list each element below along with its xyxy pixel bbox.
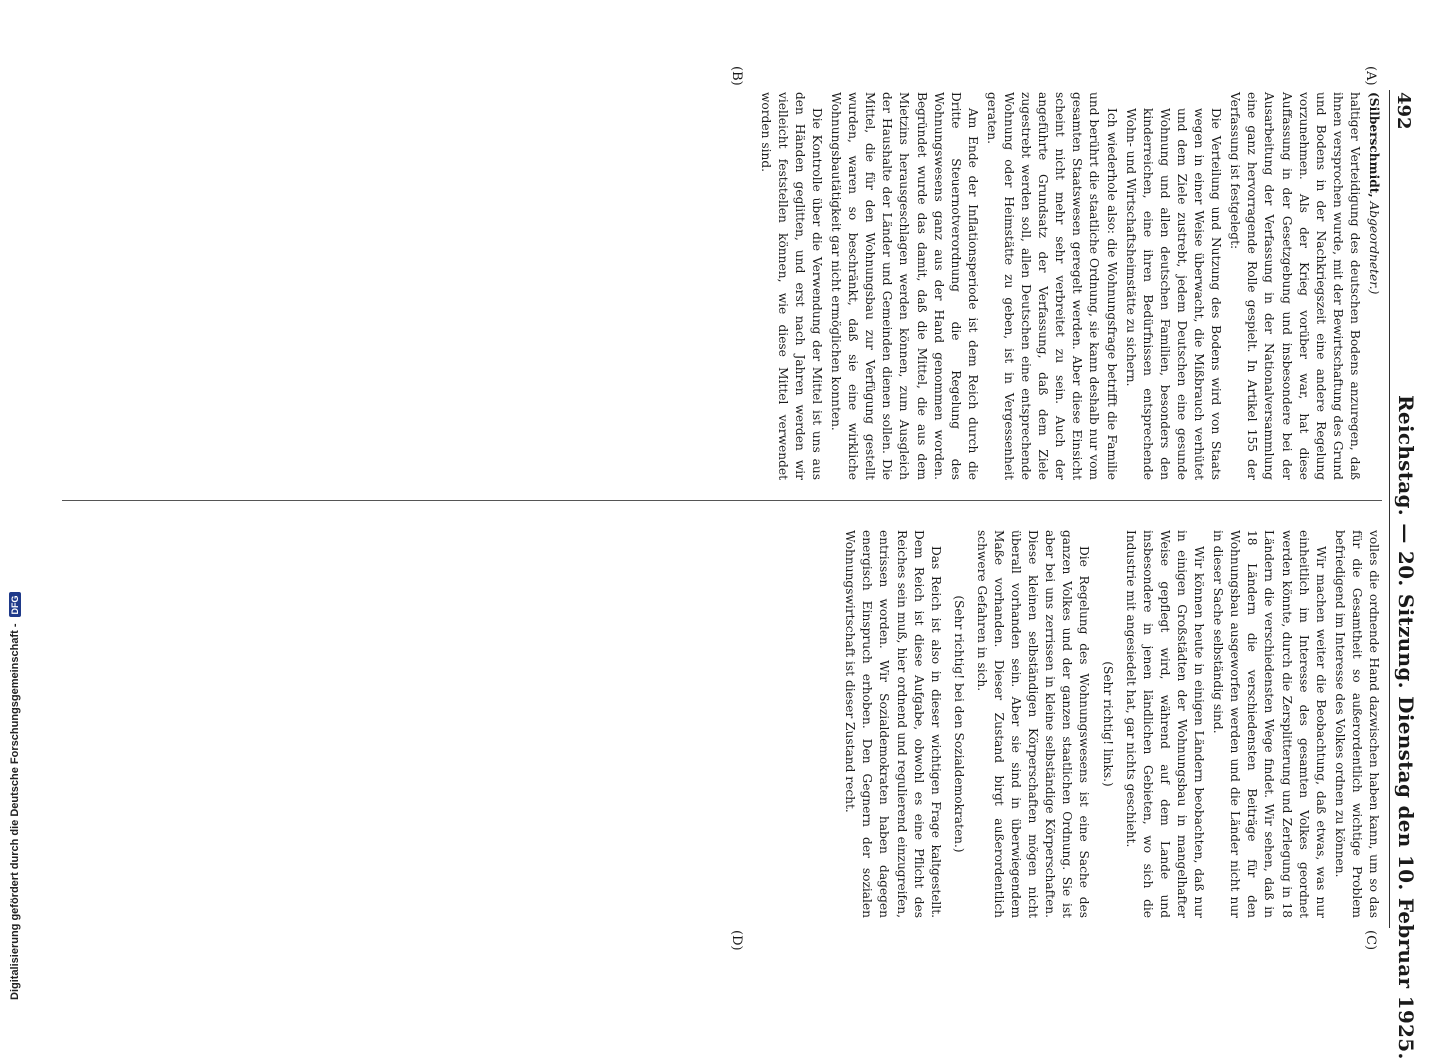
page-number: 492 <box>1393 92 1414 130</box>
paragraph: volles die ordnende Hand dazwischen haben kann, um so das für die Gesamtheit so außerordentlich wichtige Problem befriedigend im Interesse des Volkes ordnen zu können. <box>1332 530 1381 918</box>
margin-mark-c: (C) <box>1363 930 1378 951</box>
margin-mark-b: (B) <box>729 66 744 86</box>
right-column <box>382 530 1382 918</box>
paragraph: Am Ende der Inflationsperiode ist dem Reich durch die Dritte Steuernotverordnung die Regelung des Wohnungswesens ganz aus der Hand genommen worden. Begründet wurde das damit, daß die Mittel, die aus dem Mietzins herausgeschlagen werden können, zum Ausgleich der Haushalte der Länder und Gemeinden dienen sollen. Die Mittel, die für den Wohnungsbau zur Verfügung gestellt wurden, waren so beschränkt, daß sie eine wirkliche Wohnungsbautätigkeit gar nicht ermöglichen konnten. <box>829 92 980 480</box>
left-column <box>52 92 1382 480</box>
interjection: (Sehr richtig! links.) <box>1100 661 1115 787</box>
paragraph: Die Kontrolle über die Verwendung der Mittel ist uns aus den Händen geglitten, und erst nach Jahren werden wir vielleicht feststellen können, wie diese Mittel verwendet worden sind. <box>758 92 824 480</box>
column-divider <box>62 500 1382 501</box>
paragraph: Ich wiederhole also: die Wohnungsfrage betrifft die Familie und berührt die staatliche Ordnung, sie kann deshalb nur vom gesamten Staatswesen geregelt werden. Aber diese Einsicht scheint nicht mehr sehr verbreitet zu sein. Auch der angeführte Grundsatz der Verfassung, daß dem Ziele zugestrebt werden soll, allen Deutschen eine entsprechende Wohnung oder Heimstätte zu geben, ist in Vergessenheit geraten. <box>984 92 1119 480</box>
speaker-role: Abgeordneter.) <box>1367 201 1381 295</box>
speaker-line <box>1365 92 1382 480</box>
margin-mark-a: (A) <box>1363 66 1378 86</box>
constitution-quote: Die Verteilung und Nutzung des Bodens wird von Staats wegen in einer Weise überwacht, die Mißbrauch verhütet und dem Ziele zustrebt, jedem Deutschen eine gesunde Wohnung und allen deutschen Familien, besonders den kinderreichen, eine ihren Bedürfnissen entsprechende Wohn- und Wirtschaftsheimstätte zu sichern. <box>1123 108 1224 480</box>
dfg-logo-icon: DFG <box>9 592 21 617</box>
paragraph: Das Reich ist also in dieser wichtigen Frage kaltgestellt. Dem Reich ist diese Aufgabe, obwohl es eine Pflicht des Reiches sein muß, hier ordnend und regulierend einzugreifen, entrissen worden. Wir Sozialdemokraten haben dagegen energisch Einspruch erhoben. Den Gegnern der sozialen Wohnungswirtschaft ist dieser Zustand recht. <box>843 530 943 918</box>
paragraph: Wir machen weiter die Beobachtung, daß etwas, was nur einheitlich im Interesse des gesamten Volkes geordnet werden könnte, durch die Zersplitterung und Zerlegung in 18 Ländern die verschiedensten Wege findet. Wir sehen, daß in 18 Ländern die verschiedensten Beiträge für den Wohnungsbau ausgeworfen werden und die Länder nicht nur in dieser Sache selbständig sind. <box>1211 530 1328 918</box>
digitization-credit <box>7 0 23 1000</box>
running-head: Reichstag. — 20. Sitzung. Dienstag den 10. Februar 1925. <box>1394 395 1418 1060</box>
paragraph: Die Regelung des Wohnungswesens ist eine Sache des ganzen Volkes und der ganzen staatlichen Ordnung. Sie ist aber bei uns zerrissen in kleine selbständige Körperschaften. Diese kleinen selbständigen Körperschaften mögen nicht überall vorhanden sein. Aber sie sind in überwiegendem Maße vorhanden. Dieser Zustand birgt außerordentlich schwere Gefahren in sich. <box>974 530 1092 918</box>
speaker-name: (Silberschmidt, <box>1367 92 1381 198</box>
margin-mark-d: (D) <box>729 930 744 951</box>
credit-text: Digitalisierung gefördert durch die Deutsche Forschungsgemeinschaft - <box>9 623 21 1000</box>
header-rule <box>1389 90 1390 928</box>
interjection: (Sehr richtig! bei den Sozialdemokraten.) <box>951 595 966 853</box>
paragraph: Wir können heute in einigen Ländern beobachten, daß nur in einigen Großstädten der Wohnungsbau in mangelhafter Weise gepflegt wird, während auf dem Lande und insbesondere in jenen ländlichen Gebieten, wo sich die Industrie mit angesiedelt hat, gar nichts geschieht. <box>1123 530 1207 918</box>
paragraph: haltiger Verteidigung des deutschen Bodens anzuregen, daß ihnen versprochen wurde, mit der Bewirtschaftung des Grund und Bodens in der Nachkriegszeit eine andere Regelung vorzunehmen. Als der Krieg vorüber war, hat diese Auffassung in der Gesetzgebung und insbesondere bei der Ausarbeitung der Verfassung in der Nationalversammlung eine ganz hervorragende Rolle gespielt. In Artikel 155 der Verfassung ist festgelegt: <box>1228 92 1362 480</box>
